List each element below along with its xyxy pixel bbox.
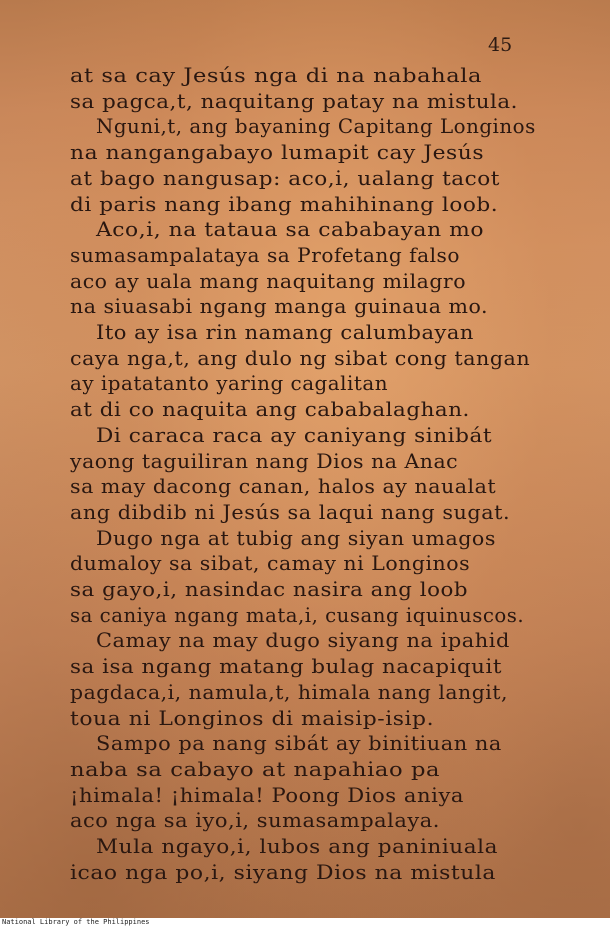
- verse-line: icao nga po,i, siyang Dios na mistula: [70, 859, 496, 884]
- verse-line: Mula ngayo,i, lubos ang paniniuala: [96, 834, 499, 858]
- verse-line: Aco,i, na tataua sa cababayan mo: [96, 217, 485, 242]
- verse-line: naba sa cabayo at napahiao pa: [70, 756, 441, 781]
- verse-line: sa caniya ngang mata,i, cusang iquinuscos.: [70, 602, 525, 627]
- verse-line: pagdaca,i, namula,t, himala nang langit,: [70, 679, 509, 704]
- verse-line: di paris nang ibang mahihinang loob.: [70, 191, 499, 216]
- verse-line: Di caraca raca ay caniyang sinibát: [96, 422, 493, 447]
- verse-line: ay ipatatanto yaring cagalitan: [70, 371, 389, 396]
- verse-line: Dugo nga at tubig ang siyan umagos: [96, 525, 496, 550]
- verse-line: aco ay uala mang naquitang milagro: [70, 268, 467, 293]
- verse-line: caya nga,t, ang dulo ng sibat cong tangan: [70, 345, 531, 370]
- verse-line: Nguni,t, ang bayaning Capitang Longinos: [96, 114, 536, 139]
- verse-line: dumaloy sa sibat, camay ni Longinos: [70, 551, 471, 576]
- verse-line: at bago nangusap: aco,i, ualang tacot: [70, 165, 500, 190]
- verse-line: sa may dacong canan, halos ay naualat: [70, 474, 497, 499]
- verse-line: Sampo pa nang sibát ay binitiuan na: [96, 731, 502, 756]
- verse-line: toua ni Longinos di maisip-isip.: [70, 705, 435, 730]
- verse-line: sumasampalataya sa Profetang falso: [70, 242, 460, 267]
- verse-line: sa gayo,i, nasindac nasira ang loob: [70, 577, 469, 601]
- verse-line: ¡himala! ¡himala! Poong Dios aniya: [70, 782, 465, 807]
- verse-line: Ito ay isa rin namang calumbayan: [96, 320, 474, 344]
- verse-line: Camay na may dugo siyang na ipahid: [96, 628, 510, 653]
- verse-line: na nangangabayo lumapit cay Jesús: [70, 140, 485, 165]
- verse-line: aco nga sa iyo,i, sumasampalaya.: [70, 808, 441, 833]
- verse-line: sa pagca,t, naquitang patay na mistula.: [70, 88, 518, 113]
- verse-line: yaong taguiliran nang Dios na Anac: [70, 448, 459, 473]
- library-footer: National Library of the Philippines: [2, 918, 610, 927]
- page-number: 45: [488, 34, 513, 56]
- verse-line: sa isa ngang matang bulag nacapiquit: [70, 654, 502, 679]
- verse-line: at sa cay Jesús nga di na nabahala: [70, 63, 483, 87]
- verse-line: na siuasabi ngang manga guinaua mo.: [70, 294, 489, 319]
- verse-line: ang dibdib ni Jesús sa laqui nang sugat.: [70, 499, 511, 524]
- verse-line: at di co naquita ang cababalaghan.: [70, 397, 470, 422]
